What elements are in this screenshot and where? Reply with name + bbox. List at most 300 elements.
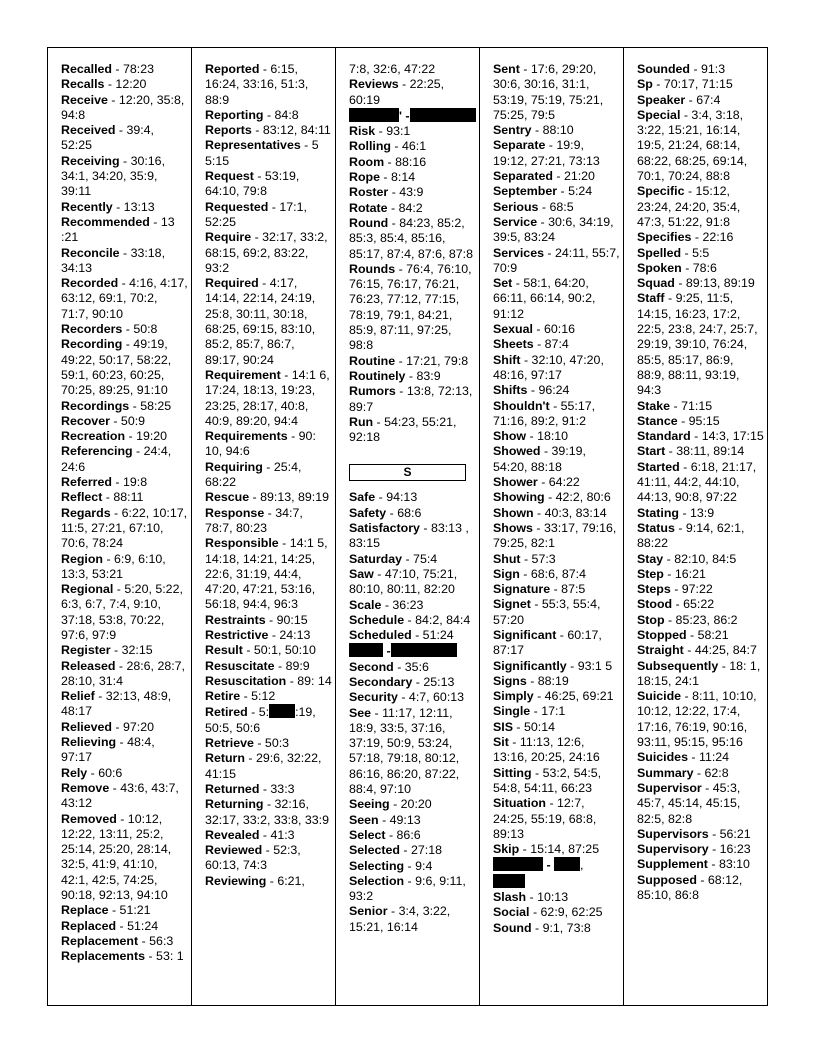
redaction-tail: ,	[580, 858, 584, 873]
index-term: Significant	[493, 627, 557, 642]
index-entry: Standard - 14:3, 17:15	[637, 429, 764, 444]
index-entry: Schedule - 84:2, 84:4	[349, 612, 471, 627]
index-term: Referred	[61, 475, 112, 490]
index-term: Safety	[349, 505, 387, 520]
page-line-refs: 30:6, 34:19, 39:5, 83:24	[493, 214, 614, 245]
index-entry: Select - 86:6	[349, 827, 421, 842]
index-entry: Recordings - 58:25	[61, 398, 172, 413]
index-entry: Subsequently - 18: 1, 18:15, 24:1	[637, 658, 761, 688]
index-entry: Saw - 47:10, 75:21, 80:10, 80:11, 82:20	[349, 566, 458, 597]
index-term: Recommended	[61, 214, 150, 229]
index-term: Relieved	[61, 719, 112, 734]
index-entry: Requested - 17:1, 52:25	[205, 199, 307, 229]
index-term: Responsible	[205, 536, 279, 551]
page-line-refs: 44:25, 84:7	[694, 643, 757, 658]
index-entry: Reported - 6:15, 16:24, 33:16, 51:3, 88:9	[205, 62, 309, 107]
page-line-refs: 14:1 6, 17:24, 18:13, 19:23, 23:25, 28:17, 40:8, 40:9, 89:20, 94:4	[205, 367, 330, 428]
page-line-refs: 9:25, 11:5, 14:15, 16:23, 17:2, 22:5, 23:8, 24:7, 25:7, 29:19, 39:10, 76:24, 85:5, 85:17, 86:9, 88:9, 88:11, 93:19, 94:3	[637, 291, 758, 398]
index-entry: Safety - 68:6	[349, 505, 422, 520]
index-term: Request	[205, 169, 254, 184]
index-term: Remove	[61, 780, 110, 795]
page-line-refs: 56:3	[149, 933, 174, 948]
index-term: Social	[493, 905, 530, 920]
index-entry: Retire - 5:12	[205, 689, 276, 704]
index-term: Required	[205, 276, 259, 291]
index-term: Received	[61, 123, 116, 138]
page-line-refs: 30:16, 34:1, 34:20, 35:9, 39:11	[61, 153, 166, 199]
index-entry: Special - 3:4, 3:18, 3:22, 15:21, 16:14, 19:5, 21:24, 68:14, 68:22, 68:25, 69:14, 70:1, 70:24, 88:8	[637, 107, 748, 184]
page-line-refs: 43:6, 43:7, 43:12	[61, 780, 179, 811]
index-term: Stop	[637, 612, 665, 627]
index-term: Separated	[493, 169, 553, 184]
index-term: Rumors	[349, 384, 396, 399]
index-term: Signature	[493, 582, 551, 597]
page-line-refs: 67:4	[696, 92, 721, 107]
page-line-refs: 4:17, 14:14, 22:14, 24:19, 25:8, 30:11, 30:18, 68:25, 69:15, 83:10, 85:2, 85:7, 86:7, 89:17, 90:24	[205, 276, 316, 367]
index-term: Risk	[349, 124, 376, 139]
index-entry: Saturday - 75:4	[349, 551, 438, 566]
index-entry: Staff - 9:25, 11:5, 14:15, 16:23, 17:2, 22:5, 23:8, 24:7, 25:7, 29:19, 39:10, 76:24, 85:5, 85:17, 86:9, 88:9, 88:11, 93:19, 94:3	[637, 291, 758, 398]
index-term: Speaker	[637, 92, 686, 107]
index-term: Senior	[349, 904, 388, 919]
index-term: Recording	[61, 337, 123, 352]
page-line-refs: 94:13	[386, 490, 418, 505]
page-line-refs: 88:10	[542, 123, 574, 138]
index-entry: Show - 18:10	[493, 429, 569, 444]
index-entry: Stake - 71:15	[637, 398, 713, 413]
index-term: Reports	[205, 123, 252, 138]
page-line-refs: 33:17, 79:16, 79:25, 82:1	[493, 520, 617, 551]
index-term: Requiring	[205, 459, 263, 474]
index-term: Relieving	[61, 735, 117, 750]
index-entry: Removed - 10:12, 12:22, 13:11, 25:2, 25:14, 25:20, 28:14, 32:5, 41:9, 41:10, 42:1, 42:5, 74:25, 90:18, 92:13, 94:10	[61, 811, 172, 903]
page-line-refs: 6:22, 10:17, 11:5, 27:21, 67:10, 70:6, 78:24	[61, 505, 188, 551]
page-line-refs: 19:8	[122, 475, 148, 490]
index-entry: Region - 6:9, 6:10, 13:3, 53:21	[61, 551, 166, 581]
index-entry: Start - 38:11, 89:14	[637, 444, 745, 459]
page-line-refs: 89:13, 89:19	[685, 276, 755, 291]
index-entry: See - 11:17, 12:11, 18:9, 33:5, 37:16, 37:19, 50:9, 53:24, 57:18, 79:18, 80:12, 86:16, 86:20, 87:22, 88:4, 97:10	[349, 705, 460, 797]
index-term: Rely	[61, 765, 88, 780]
page-line-refs: 4:16, 4:17, 63:12, 69:1, 70:2, 71:7, 90:10	[61, 276, 188, 321]
index-entry: Received - 39:4, 52:25	[61, 123, 154, 153]
index-term: Reconcile	[61, 245, 120, 260]
page-line-refs: 12:20, 35:8, 94:8	[61, 92, 185, 122]
page-line-refs: 97:20	[122, 719, 154, 734]
page-line-refs: 65:22	[683, 597, 715, 612]
index-entry: Seen - 49:13	[349, 812, 421, 827]
index-term: Regards	[61, 505, 111, 520]
index-term: Show	[493, 429, 527, 444]
index-term: Recorded	[61, 276, 119, 291]
index-term: Selected	[349, 843, 400, 858]
page-line-refs: 68:12, 85:10, 86:8	[637, 872, 743, 903]
index-term: Reported	[205, 62, 260, 76]
index-term: Stopped	[637, 627, 687, 642]
index-entry: Situation - 12:7, 24:25, 55:19, 68:8, 89:13	[493, 796, 597, 841]
page-line-refs: 15:14, 87:25	[530, 842, 600, 857]
index-entry: Regional - 5:20, 5:22, 6:3, 6:7, 7:4, 9:10, 37:18, 53:8, 70:22, 97:6, 97:9	[61, 582, 183, 642]
page-line-refs: 10:13	[537, 890, 569, 905]
index-entry: Recorders - 50:8	[61, 322, 158, 337]
page-line-refs: 96:24	[538, 383, 570, 398]
index-term: Selecting	[349, 858, 405, 873]
index-entry: Rely - 60:6	[61, 765, 123, 780]
index-entry: Reviewed - 52:3, 60:13, 74:3	[205, 843, 301, 873]
page-line-refs: 87:4	[544, 337, 569, 352]
index-term: Recalled	[61, 62, 112, 76]
index-term: Routine	[349, 353, 396, 368]
index-term: Requirements	[205, 429, 288, 444]
index-term: Separate	[493, 138, 546, 153]
page-line-refs: 27:18	[410, 843, 442, 858]
index-term: Routinely	[349, 368, 406, 383]
index-term: Started	[637, 459, 680, 474]
page-line-refs: 84:23, 85:2, 85:3, 85:4, 85:16, 85:17, 87:4, 87:6, 87:8	[349, 215, 474, 261]
index-entry: Summary - 62:8	[637, 765, 729, 780]
index-term: Representatives	[205, 138, 301, 153]
index-entry: Require - 32:17, 33:2, 68:15, 69:2, 83:22, 93:2	[205, 230, 328, 275]
index-entry: Selection - 9:6, 9:11, 93:2	[349, 873, 466, 904]
index-term: Returning	[205, 797, 264, 812]
page-line-refs: 48:4, 97:17	[61, 735, 155, 765]
index-entry	[493, 857, 620, 890]
index-entry: Requirement - 14:1 6, 17:24, 18:13, 19:23, 23:25, 28:17, 40:8, 40:9, 89:20, 94:4	[205, 367, 330, 428]
index-entry	[349, 643, 476, 659]
index-entry: Reconcile - 33:18, 34:13	[61, 245, 166, 275]
index-entry: Result - 50:1, 50:10	[205, 643, 316, 658]
page-line-refs: 84:2, 84:4	[415, 612, 471, 627]
index-column-2	[192, 48, 336, 1005]
index-term: Recordings	[61, 398, 130, 413]
index-term: Single	[493, 704, 531, 719]
page-line-refs: 62:8	[704, 765, 729, 780]
index-entry: Replacements - 53: 1	[61, 949, 184, 964]
index-term: Retrieve	[205, 736, 254, 751]
page-line-refs: 47:10, 75:21, 80:10, 80:11, 82:20	[349, 566, 458, 597]
index-term: Roster	[349, 185, 389, 200]
index-entry: Specifies - 22:16	[637, 230, 734, 245]
page-line-refs: 55:17, 71:16, 89:2, 91:2	[493, 398, 596, 428]
index-entry: Secondary - 25:13	[349, 674, 455, 689]
index-entry: Senior - 3:4, 3:22, 15:21, 16:14	[349, 904, 451, 934]
page-line-refs: 53:2, 54:5, 54:8, 54:11, 66:23	[493, 765, 602, 795]
index-term: Reviews	[349, 77, 399, 92]
index-term: Significantly	[493, 658, 567, 673]
index-column-4	[480, 48, 624, 1005]
page-line-refs: 91:3	[701, 62, 726, 76]
page-line-refs: 25:4, 68:22	[205, 459, 302, 490]
index-entry: Reviewing - 6:21,	[205, 873, 305, 888]
index-entry: Requiring - 25:4, 68:22	[205, 459, 302, 490]
index-term: Subsequently	[637, 658, 719, 673]
index-term: See	[349, 705, 372, 720]
index-entry: Referred - 19:8	[61, 475, 148, 490]
index-entry: Register - 32:15	[61, 643, 153, 658]
index-entry: Second - 35:6	[349, 659, 429, 674]
page-line-refs: 24:13	[279, 627, 311, 642]
page-line-refs: 78:23	[122, 62, 154, 76]
index-entry: Suicide - 8:11, 10:10, 10:12, 12:22, 17:4, 17:16, 76:19, 90:16, 93:11, 95:15, 95:16	[637, 689, 757, 750]
index-entry: Rescue - 89:13, 89:19	[205, 490, 330, 505]
page-line-refs: 29:6, 32:22, 41:15	[205, 751, 322, 781]
page-line-refs: 6:18, 21:17, 41:11, 44:2, 44:10, 44:13, 90:8, 97:22	[637, 459, 757, 505]
index-entry: Restrictive - 24:13	[205, 627, 311, 642]
index-term: Rotate	[349, 200, 388, 215]
index-entry: Skip - 15:14, 87:25	[493, 842, 600, 857]
index-entry: Restraints - 90:15	[205, 612, 308, 627]
index-entry: Room - 88:16	[349, 154, 427, 169]
page-line-refs: 60:17, 87:17	[493, 627, 602, 658]
index-term: Replacement	[61, 933, 139, 948]
page-line-refs: :19, 50:5, 50:6	[205, 705, 316, 735]
redaction-block	[554, 857, 580, 871]
page-line-refs: 9:14, 62:1, 88:22	[637, 520, 745, 551]
page-line-refs: 32:10, 47:20, 48:16, 97:17	[493, 352, 604, 382]
page-line-refs: 9:4	[415, 858, 433, 873]
index-term: Retired	[205, 705, 248, 720]
page-line-refs: 3:4, 3:18, 3:22, 15:21, 16:14, 19:5, 21:24, 68:14, 68:22, 68:25, 69:14, 70:1, 70:24, 88:8	[637, 107, 748, 184]
index-column-5	[624, 48, 767, 1005]
page-line-refs: 50:1, 50:10	[253, 643, 316, 658]
index-term: Restrictive	[205, 627, 269, 642]
index-entry: Routinely - 83:9	[349, 368, 441, 383]
index-term: Security	[349, 690, 398, 705]
redaction-block	[391, 643, 457, 657]
page-line-refs: 83:9	[416, 368, 441, 383]
index-term: Secondary	[349, 674, 413, 689]
page-line-refs: 51:21	[119, 903, 151, 918]
index-term: Status	[637, 520, 675, 535]
index-term: Select	[349, 827, 386, 842]
index-term: Supervisors	[637, 826, 709, 841]
page-line-refs: 9:1, 73:8	[542, 920, 591, 935]
index-term: Step	[637, 566, 664, 581]
page-line-refs: 24:4, 24:6	[61, 444, 172, 474]
index-term: Reporting	[205, 107, 264, 122]
index-term: Sp	[637, 77, 653, 92]
page-line-refs: 82:10, 84:5	[674, 551, 737, 566]
page-line-refs: 18:10	[537, 429, 569, 444]
index-term: Replace	[61, 903, 109, 918]
page-line-refs: 53:19, 64:10, 79:8	[205, 169, 300, 199]
index-term: Safe	[349, 490, 376, 505]
page-line-refs: 5 5:15	[205, 138, 319, 168]
page-line-refs: 88:11	[113, 490, 144, 505]
page-line-refs: 11:13, 12:6, 13:16, 20:25, 24:16	[493, 735, 600, 765]
page-line-refs: 17:1, 52:25	[205, 199, 307, 229]
index-entry: Signet - 55:3, 55:4, 57:20	[493, 597, 601, 627]
index-entry: Specific - 15:12, 23:24, 24:20, 35:4, 47:3, 51:22, 91:8	[637, 184, 741, 229]
index-term: Shouldn't	[493, 398, 550, 413]
page-line-refs: 32:16, 32:17, 33:2, 33:8, 33:9	[205, 797, 330, 827]
page-line-refs: 22:16	[702, 230, 734, 245]
page-line-refs: 13:9	[690, 505, 715, 520]
page-line-refs: 50:9	[120, 413, 146, 428]
index-entry: Risk - 93:1	[349, 124, 411, 139]
index-term: Service	[493, 214, 538, 229]
index-term: Spelled	[637, 245, 682, 260]
redaction-block	[269, 704, 295, 718]
index-term: Requested	[205, 199, 269, 214]
page-line-refs: 5:24	[568, 184, 593, 199]
index-term: Shift	[493, 352, 521, 367]
index-entry: Supervisor - 45:3, 45:7, 45:14, 45:15, 82:5, 82:8	[637, 780, 741, 826]
page-line-refs: 58:1, 64:20, 66:11, 66:14, 90:2, 91:12	[493, 276, 596, 321]
page-line-refs: 32:13, 48:9, 48:17	[61, 689, 172, 719]
page-line-refs: 14:1 5, 14:18, 14:21, 14:25, 22:6, 31:19, 44:4, 47:20, 47:21, 53:16, 56:18, 94:4, 96:3	[205, 536, 328, 612]
index-entry: Sent - 17:6, 29:20, 30:6, 30:16, 31:1, 53:19, 75:19, 75:21, 75:25, 79:5	[493, 62, 604, 122]
page-line-refs: 85:23, 86:2	[675, 612, 738, 627]
index-entry: Supplement - 83:10	[637, 857, 750, 872]
page-line-refs: 33:3	[270, 781, 295, 796]
index-entry: Signature - 87:5	[493, 582, 586, 597]
index-term: Relief	[61, 689, 95, 704]
index-entry: Shows - 33:17, 79:16, 79:25, 82:1	[493, 520, 617, 551]
page-line-refs: 52:3, 60:13, 74:3	[205, 843, 301, 873]
index-term: Reflect	[61, 490, 103, 505]
redaction-block	[349, 108, 399, 122]
index-entry: Step - 16:21	[637, 566, 706, 581]
page-line-refs: 13:8, 72:13, 89:7	[349, 384, 473, 414]
index-entry: Stopped - 58:21	[637, 627, 729, 642]
page-line-refs: 89: 14	[297, 673, 332, 688]
index-term: Stake	[637, 398, 671, 413]
index-entry: Recreation - 19:20	[61, 429, 168, 444]
page-line-refs: 15:12, 23:24, 24:20, 35:4, 47:3, 51:22, 91:8	[637, 184, 741, 229]
page-line-refs: 89:9	[285, 658, 310, 673]
page-line-refs: 39:19, 54:20, 88:18	[493, 444, 586, 474]
index-entry: Satisfactory - 83:13 , 83:15	[349, 521, 469, 551]
index-entry: Request - 53:19, 64:10, 79:8	[205, 169, 300, 199]
index-entry: Shower - 64:22	[493, 475, 580, 490]
index-term: Supposed	[637, 872, 697, 887]
page-line-refs: 5:	[258, 705, 270, 720]
index-entry: Status - 9:14, 62:1, 88:22	[637, 520, 745, 551]
index-term: Squad	[637, 276, 675, 291]
page-line-refs: 5:20, 5:22, 6:3, 6:7, 7:4, 9:10, 37:18, 53:8, 70:22, 97:6, 97:9	[61, 582, 183, 642]
index-term: Regional	[61, 582, 114, 597]
index-term: Recorders	[61, 322, 123, 337]
page-line-refs: 68:6, 87:4	[530, 566, 586, 581]
redaction-block	[349, 643, 383, 657]
page-line-refs: 8:11, 10:10, 10:12, 12:22, 17:4, 17:16, 76:19, 90:16, 93:11, 95:15, 95:16	[637, 689, 757, 750]
page-line-refs: 38:11, 89:14	[676, 444, 745, 459]
index-term: Specifies	[637, 230, 692, 245]
index-term: Recently	[61, 199, 113, 214]
index-entry: Rolling - 46:1	[349, 139, 427, 154]
page-line-refs: 95:15	[688, 413, 720, 428]
page-line-refs: 24:11, 55:7, 70:9	[493, 245, 620, 275]
index-entry: Sign - 68:6, 87:4	[493, 566, 586, 581]
index-term: Sound	[493, 920, 532, 935]
index-entry: Suicides - 11:24	[637, 750, 730, 765]
index-entry: Supposed - 68:12, 85:10, 86:8	[637, 872, 743, 903]
page-line-refs: 43:9	[399, 185, 424, 200]
index-term: Returned	[205, 781, 260, 796]
index-entry: Selecting - 9:4	[349, 858, 433, 873]
page-line-refs: 40:3, 83:14	[544, 505, 607, 520]
section-header: S	[349, 464, 466, 481]
page-line-refs: 6:21,	[277, 873, 305, 888]
index-entry	[349, 62, 476, 77]
index-term: Saw	[349, 566, 374, 581]
page-line-refs: 9:6, 9:11, 93:2	[349, 873, 466, 904]
page-line-refs: 97:22	[681, 582, 713, 597]
redaction-block	[410, 108, 476, 122]
index-term: Signs	[493, 673, 527, 688]
index-entry: Serious - 68:5	[493, 199, 574, 214]
index-term: Scale	[349, 597, 382, 612]
page-line-refs: 33:18, 34:13	[61, 245, 166, 275]
page-line-refs: 32:15	[121, 643, 153, 658]
index-entry: Service - 30:6, 34:19, 39:5, 83:24	[493, 214, 614, 245]
index-term: Rope	[349, 170, 380, 185]
index-entry: Stance - 95:15	[637, 413, 720, 428]
page-line-refs: 68:5	[549, 199, 574, 214]
index-entry: Rumors - 13:8, 72:13, 89:7	[349, 384, 473, 414]
index-term: Spoken	[637, 260, 682, 275]
index-term: Schedule	[349, 612, 405, 627]
page-line-refs: 57:3	[531, 551, 556, 566]
page-line-refs: 88:19	[537, 673, 569, 688]
page-line-refs: 76:4, 76:10, 76:15, 76:17, 76:21, 76:23, 77:12, 77:15, 78:19, 79:1, 84:21, 85:9, 87:11, 97:25, 98:8	[349, 261, 472, 353]
index-column-1	[48, 48, 192, 1005]
index-term: Set	[493, 276, 513, 291]
index-page-frame	[47, 47, 768, 1006]
index-entry: Significantly - 93:1 5	[493, 658, 613, 673]
page-line-refs: 83:13 , 83:15	[349, 521, 469, 551]
redaction-separator: ' -	[399, 108, 410, 123]
index-entry	[349, 108, 476, 124]
index-entry: Security - 4:7, 60:13	[349, 690, 465, 705]
index-entry: Speaker - 67:4	[637, 92, 721, 107]
page-line-refs: 17:6, 29:20, 30:6, 30:16, 31:1, 53:19, 75:19, 75:21, 75:25, 79:5	[493, 62, 604, 122]
index-term: Sitting	[493, 765, 532, 780]
index-term: Shows	[493, 520, 533, 535]
page-line-refs: 19:9, 19:12, 27:21, 73:13	[493, 138, 600, 168]
index-entry: Simply - 46:25, 69:21	[493, 689, 614, 704]
page-line-refs: 51:24	[422, 628, 454, 643]
index-entry: Stop - 85:23, 86:2	[637, 612, 738, 627]
page-line-refs: 51:24	[127, 918, 159, 933]
index-entry: Recording - 49:19, 49:22, 50:17, 58:22, 59:1, 60:23, 60:25, 70:25, 89:25, 91:10	[61, 337, 172, 398]
index-entry: Scheduled - 51:24	[349, 628, 454, 643]
index-term: Sentry	[493, 123, 532, 138]
page-line-refs: 7:8, 32:6, 47:22	[349, 62, 436, 76]
index-entry: Reviews - 22:25, 60:19	[349, 77, 445, 107]
index-term: Resuscitation	[205, 673, 287, 688]
index-entry: Reports - 83:12, 84:11	[205, 123, 331, 138]
page-line-refs: 5:5	[692, 245, 710, 260]
index-entry: Rope - 8:14	[349, 170, 416, 185]
index-entry: Significant - 60:17, 87:17	[493, 627, 602, 658]
page-line-refs: 93:1 5	[577, 658, 613, 673]
index-entry: Remove - 43:6, 43:7, 43:12	[61, 780, 179, 811]
index-column-3	[336, 48, 480, 1005]
index-entry: Spelled - 5:5	[637, 245, 710, 260]
index-entry: Response - 34:7, 78:7, 80:23	[205, 505, 303, 535]
index-entry: Steps - 97:22	[637, 582, 713, 597]
index-entry: Scale - 36:23	[349, 597, 424, 612]
index-term: Sign	[493, 566, 520, 581]
page-line-refs: 71:15	[681, 398, 713, 413]
index-term: Shower	[493, 475, 538, 490]
index-term: Rescue	[205, 490, 250, 505]
page-line-refs: 39:4, 52:25	[61, 123, 154, 153]
index-term: Simply	[493, 689, 534, 704]
page-line-refs: 35:6	[404, 659, 429, 674]
